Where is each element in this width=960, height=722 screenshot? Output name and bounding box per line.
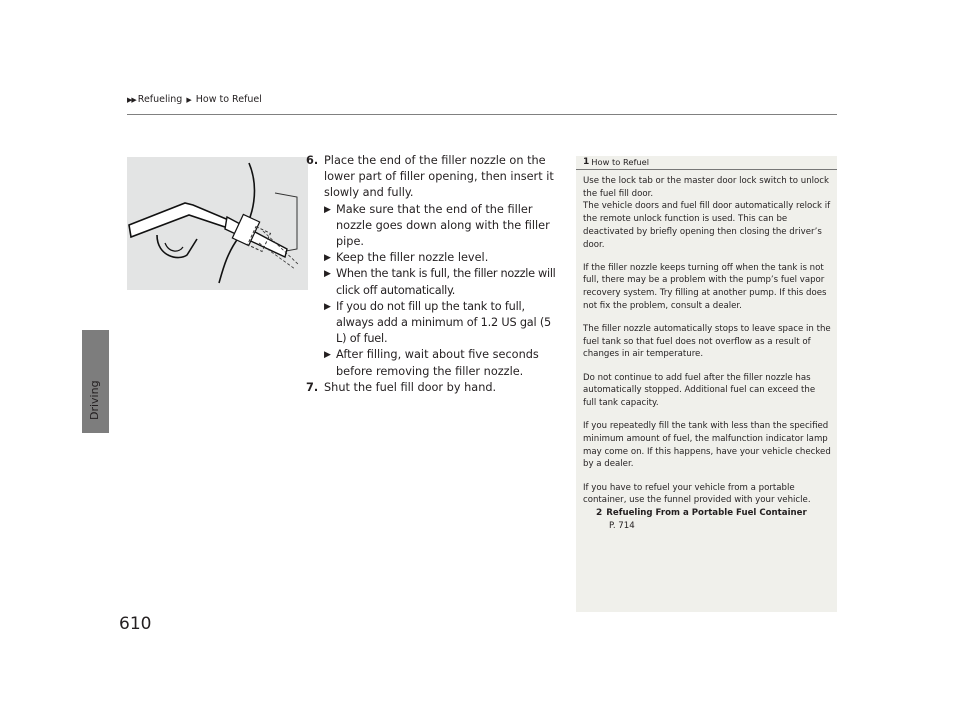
note-paragraph: If you repeatedly fill the tank with less than the specified minimum amount of fuel, the malfunction indicator lamp may come on. If this happens, have your vehicle checked by a dealer.: [583, 421, 831, 470]
step-6: [306, 153, 564, 380]
note-paragraph: Do not continue to add fuel after the filler nozzle has automatically stopped. Additional fuel can exceed the full tank capacity.: [583, 372, 816, 409]
note-icon: 1: [583, 157, 590, 167]
double-arrow-icon: ▶▶: [127, 95, 136, 104]
note-paragraph: If the filler nozzle keeps turning off when the tank is not full, there may be a problem with the pump’s fuel vapor recovery system. Try filling at another pump. If this does not fix the problem, consult a dealer.: [583, 262, 827, 311]
note-paragraph: If you have to refuel your vehicle from a portable container, use the funnel provided with your vehicle.: [583, 482, 811, 506]
note-header: [583, 157, 649, 167]
cross-reference-link[interactable]: [583, 507, 831, 520]
arrow-icon: ▶: [324, 301, 331, 312]
substep: ▶ When the tank is full, the filler nozzle will click off automatically.: [324, 267, 556, 297]
header-rule: [127, 114, 837, 115]
section-label: Driving: [88, 380, 101, 420]
step-text: Place the end of the filler nozzle on the lower part of filler opening, then insert it slowly and fully.: [324, 154, 554, 200]
page-number: 610: [119, 614, 152, 634]
step-number: 7.: [306, 380, 319, 394]
note-title: How to Refuel: [591, 157, 650, 167]
arrow-icon: ▶: [324, 253, 331, 264]
substep: ▶ Keep the filler nozzle level.: [324, 250, 564, 266]
note-paragraph: The filler nozzle automatically stops to leave space in the fuel tank so that fuel does not overflow as a result of changes in air temperature.: [583, 324, 831, 360]
arrow-icon: ▶: [324, 269, 331, 280]
xref-page[interactable]: P. 714: [609, 520, 635, 531]
arrow-icon: ▶: [324, 204, 331, 215]
substep: ▶ If you do not fill up the tank to full, always add a minimum of 1.2 US gal (5 L) of fuel.: [324, 299, 552, 346]
substep: ▶ Make sure that the end of the filler nozzle goes down along with the filler pipe.: [324, 202, 550, 249]
arrow-icon: ▶: [186, 95, 192, 104]
breadcrumb-how-to-refuel[interactable]: How to Refuel: [195, 94, 262, 105]
step-number: 6.: [306, 154, 319, 167]
breadcrumb-refueling[interactable]: Refueling: [137, 94, 183, 105]
substep: ▶ After filling, wait about five seconds before removing the filler nozzle.: [324, 348, 539, 378]
note-rule: [576, 169, 837, 170]
breadcrumb: [127, 94, 262, 105]
reference-icon: 2: [596, 507, 603, 518]
step-text: Shut the fuel fill door by hand.: [324, 380, 497, 394]
fuel-nozzle-illustration: [127, 157, 308, 290]
steps-list: [306, 153, 564, 396]
arrow-icon: ▶: [324, 350, 331, 361]
note-body: [583, 175, 831, 532]
note-paragraph: Use the lock tab or the master door lock switch to unlock the fuel fill door. The vehicle doors and fuel fill door automatically relock if the remote unlock function is used. This can be deactivated by briefly opening then closing the driver’s door.: [583, 176, 831, 250]
xref-title: Refueling From a Portable Fuel Container: [606, 507, 807, 518]
step-7: [306, 380, 564, 396]
